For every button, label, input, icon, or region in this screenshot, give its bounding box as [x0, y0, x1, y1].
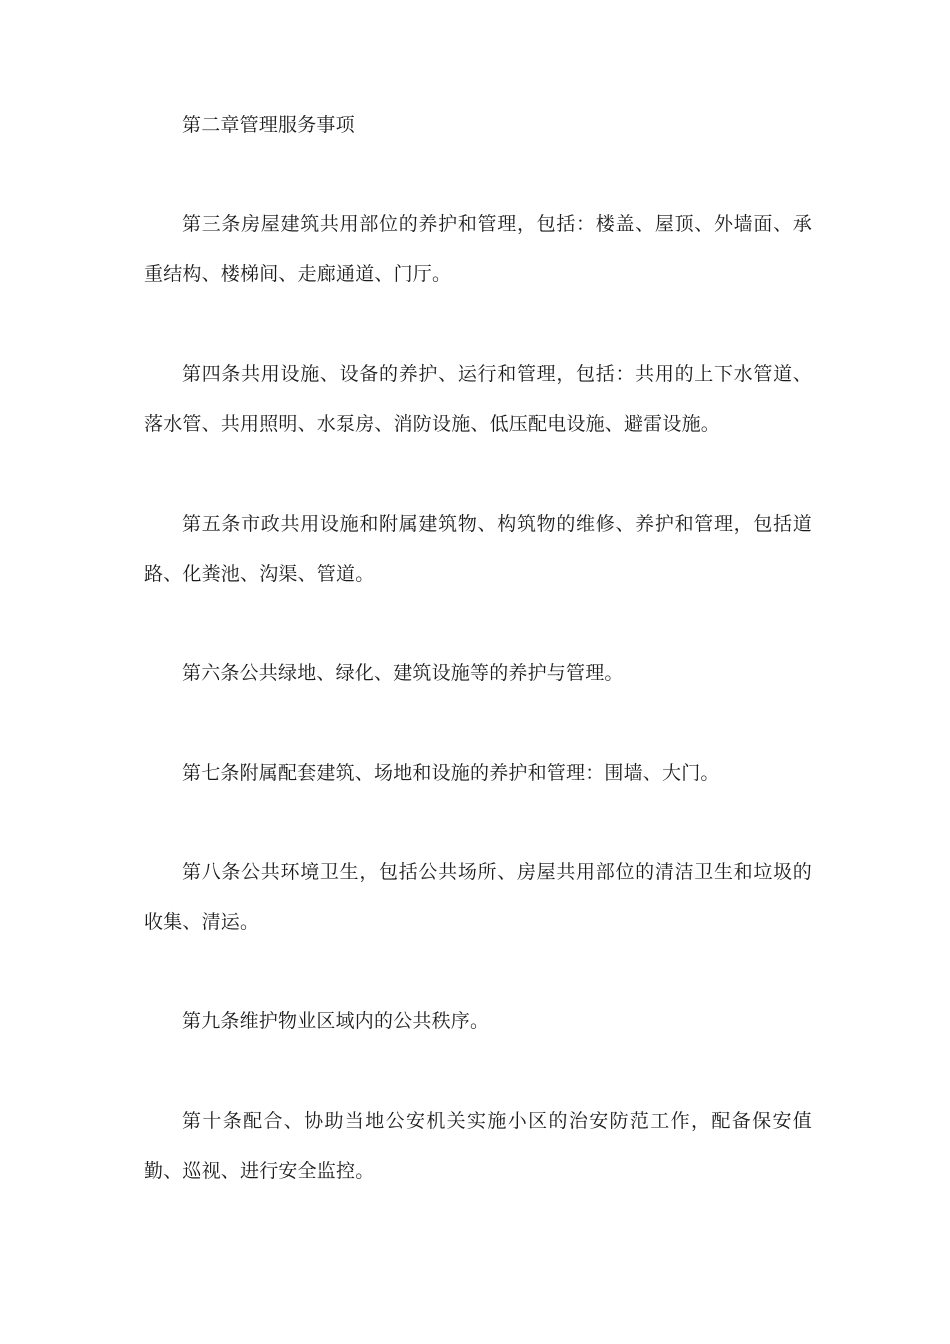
article-3: 第三条房屋建筑共用部位的养护和管理，包括：楼盖、屋顶、外墙面、承重结构、楼梯间、走廊通道、门厅。 — [144, 213, 812, 285]
article-5: 第五条市政共用设施和附属建筑物、构筑物的维修、养护和管理，包括道路、化粪池、沟渠、管道。 — [144, 513, 812, 585]
article-4: 第四条共用设施、设备的养护、运行和管理，包括：共用的上下水管道、落水管、共用照明、水泵房、消防设施、低压配电设施、避雷设施。 — [144, 363, 812, 435]
article-9: 第九条维护物业区域内的公共秩序。 — [182, 1010, 490, 1032]
article-8: 第八条公共环境卫生，包括公共场所、房屋共用部位的清洁卫生和垃圾的收集、清运。 — [144, 861, 812, 933]
chapter-heading: 第二章管理服务事项 — [182, 114, 355, 136]
article-7: 第七条附属配套建筑、场地和设施的养护和管理：围墙、大门。 — [182, 762, 720, 784]
article-10: 第十条配合、协助当地公安机关实施小区的治安防范工作，配备保安值勤、巡视、进行安全监控。 — [144, 1110, 812, 1182]
article-6: 第六条公共绿地、绿化、建筑设施等的养护与管理。 — [182, 662, 624, 684]
